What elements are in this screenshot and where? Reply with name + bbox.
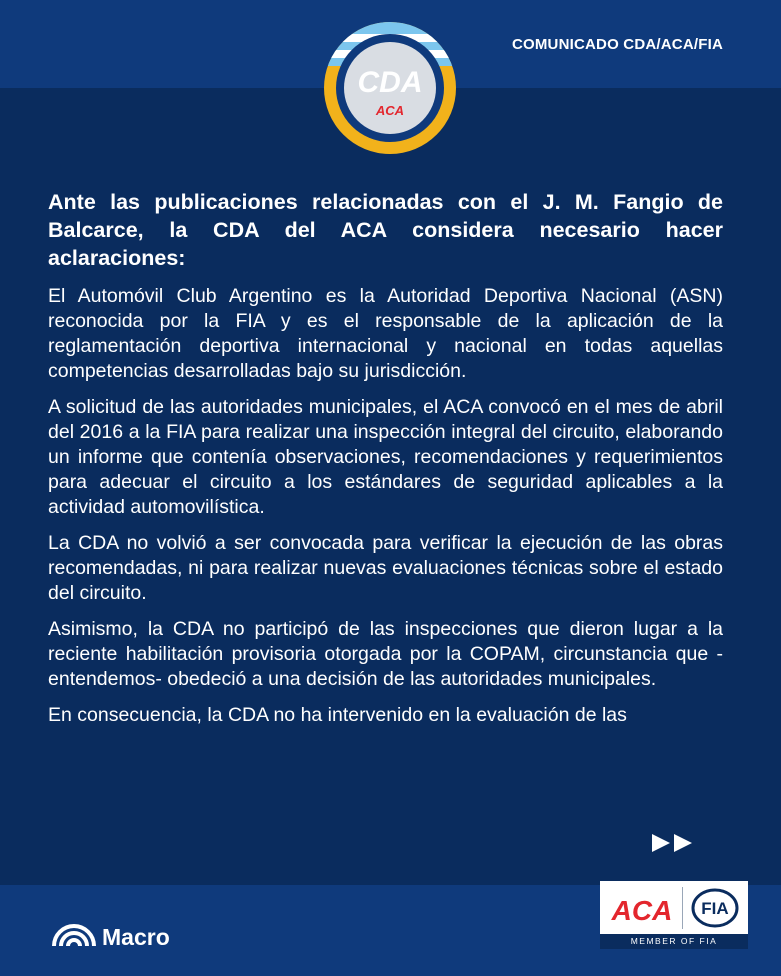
statement-body — [48, 188, 723, 739]
fia-logo-text: FIA — [701, 899, 729, 918]
badge-divider — [682, 887, 683, 929]
header-title: COMUNICADO CDA/ACA/FIA — [511, 36, 723, 53]
paragraph-2: A solicitud de las autoridades municipales, el ACA convocó en el mes de abril del 2016 a la FIA para realizar una inspección integral del circuito, elaborando un informe que contenía observaciones, recomendaciones y requerimientos para adecuar el circuito a los estándares de seguridad aplicables a la actividad automovilística. — [48, 396, 723, 518]
macro-logo-icon — [52, 922, 96, 953]
next-arrow-icon[interactable] — [650, 832, 696, 854]
badge-label: MEMBER OF FIA — [600, 934, 748, 949]
sponsor-logo — [52, 922, 170, 953]
paragraph-1: El Automóvil Club Argentino es la Autoridad Deportiva Nacional (ASN) reconocida por la FIA y es el responsable de la aplicación de la reglamentación deportiva internacional y nacional en todas aquellas competencias desarrolladas bajo su jurisdicción. — [48, 285, 723, 382]
fia-member-badge — [600, 881, 748, 949]
aca-logo-icon — [606, 893, 678, 927]
sponsor-name: Macro — [102, 924, 170, 950]
fia-logo-icon — [688, 887, 742, 929]
paragraph-4: Asimismo, la CDA no participó de las inspecciones que dieron lugar a la reciente habilitación provisoria otorgada por la COPAM, circunstancia que -entendemos- obedeció a una decisión de las autoridades municipales. — [48, 618, 723, 690]
paragraph-3: La CDA no volvió a ser convocada para verificar la ejecución de las obras recomendadas, ni para realizar nuevas evaluaciones técnicas sobre el estado del circuito. — [48, 532, 723, 604]
statement-heading: Ante las publicaciones relacionadas con el J. M. Fangio de Balcarce, la CDA del ACA considera necesario hacer aclaraciones: — [48, 190, 723, 270]
aca-logo-text: ACA — [611, 895, 673, 926]
cda-logo-icon — [322, 20, 458, 156]
cda-logo-text: CDA — [357, 66, 423, 99]
cda-logo-sub: ACA — [375, 103, 405, 118]
paragraph-5: En consecuencia, la CDA no ha intervenido en la evaluación de las — [48, 704, 627, 726]
